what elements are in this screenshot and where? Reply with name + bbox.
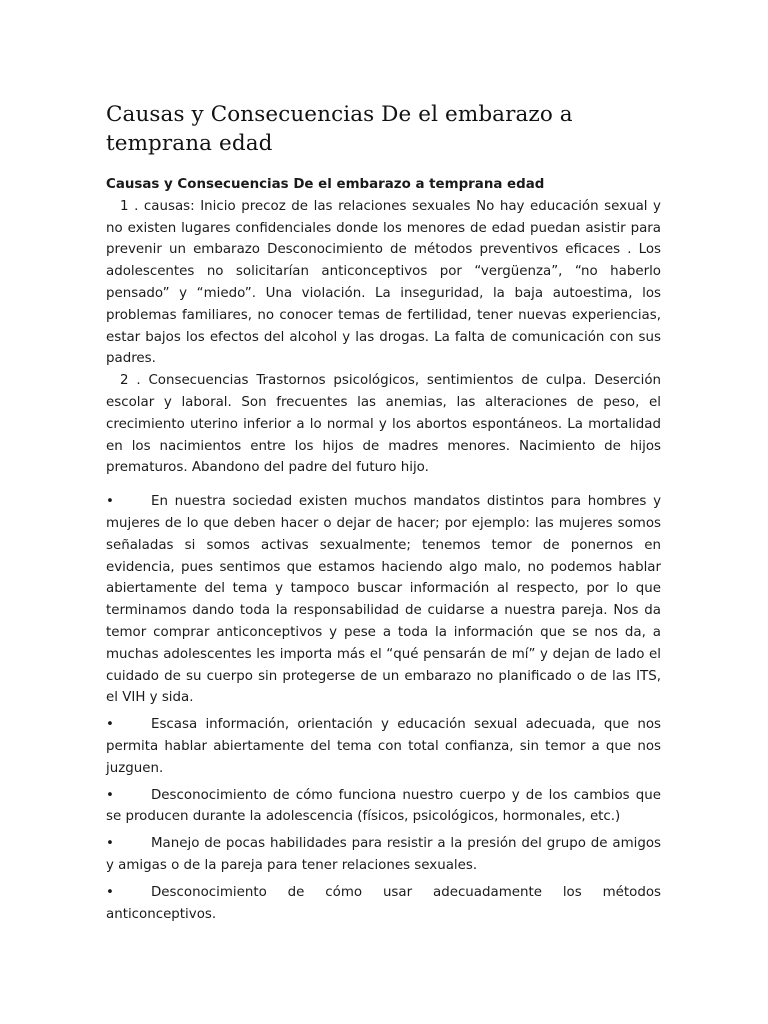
bullet-icon: • (106, 787, 114, 803)
paragraph-causes-text: Inicio precoz de las relaciones sexuales No hay educación sexual y no existen lugares confidenciales donde los menores de edad puedan asistir para prevenir un embarazo Desconocimiento de métodos preventivos eficaces . Los adolescentes no solicitarían anticonceptivos por “vergüenza”, “no haberlo pensado” y “miedo”. Una violación. La inseguridad, la baja autoestima, los problemas familiares, no conocer temas de fertilidad, tener nuevas experiencias, estar bajos los efectos del alcohol y las drogas. La falta de comunicación con sus padres. (106, 198, 661, 367)
bullet-icon: • (106, 884, 114, 900)
list-item-text: Manejo de pocas habilidades para resistir a la presión del grupo de amigos y amigas o de la pareja para tener relaciones sexuales. (106, 836, 661, 873)
list-item-text: Desconocimiento de cómo funciona nuestro cuerpo y de los cambios que se producen durante la adolescencia (físicos, psicológicos, hormonales, etc.) (106, 787, 661, 825)
list-item-text: Desconocimiento de cómo usar adecuadamente los métodos anticonceptivos. (106, 884, 661, 922)
list-item (106, 833, 661, 877)
bullet-icon: • (106, 717, 114, 733)
spacer (106, 479, 661, 491)
paragraph-consequences-text: Consecuencias Trastornos psicológicos, sentimientos de culpa. Deserción escolar y laboral. Son frecuentes las anemias, las alteraciones de peso, el crecimiento uterino inferior a lo normal y los abortos espontáneos. La mortalidad en los nacimientos entre los hijos de madres menores. Nacimiento de hijos prematuros. Abandono del padre del futuro hijo. (106, 373, 661, 476)
bullet-list (106, 491, 661, 925)
list-item-text: Escasa información, orientación y educación sexual adecuada, que nos permita hablar abiertamente del tema con total confianza, sin temor a que nos juzguen. (106, 717, 661, 776)
paragraph-causes (106, 196, 661, 370)
bullet-icon: • (106, 836, 114, 852)
list-item (106, 882, 661, 926)
paragraph-consequences (106, 370, 661, 479)
document-page (106, 100, 661, 930)
bullet-icon: • (106, 494, 114, 510)
list-item-text: En nuestra sociedad existen muchos mandatos distintos para hombres y mujeres de lo que deben hacer o dejar de hacer; por ejemplo: las mujeres somos señaladas si somos activas sexualmente; tenemos temor de ponernos en evidencia, pues sentimos que estamos haciendo algo malo, no podemos hablar abiertamente del tema y tampoco buscar información al respecto, por lo que terminamos dando toda la responsabilidad de cuidarse a nuestra pareja. Nos da temor comprar anticonceptivos y pese a toda la información que se nos da, a muchas adolescentes les importa más el “qué pensarán de mí” y dejan de lado el cuidado de su cuerpo sin protegerse de un embarazo no planificado o de las ITS, el VIH y sida. (106, 494, 661, 706)
paragraph-causes-lead: 1 . causas: (120, 198, 201, 214)
paragraph-consequences-lead: 2 . (120, 373, 149, 389)
list-item (106, 714, 661, 779)
list-item (106, 491, 661, 709)
document-title: Causas y Consecuencias De el embarazo a temprana edad (106, 102, 573, 156)
list-item (106, 785, 661, 829)
section-subheading: Causas y Consecuencias De el embarazo a temprana edad (106, 177, 545, 192)
document-body (106, 174, 661, 925)
